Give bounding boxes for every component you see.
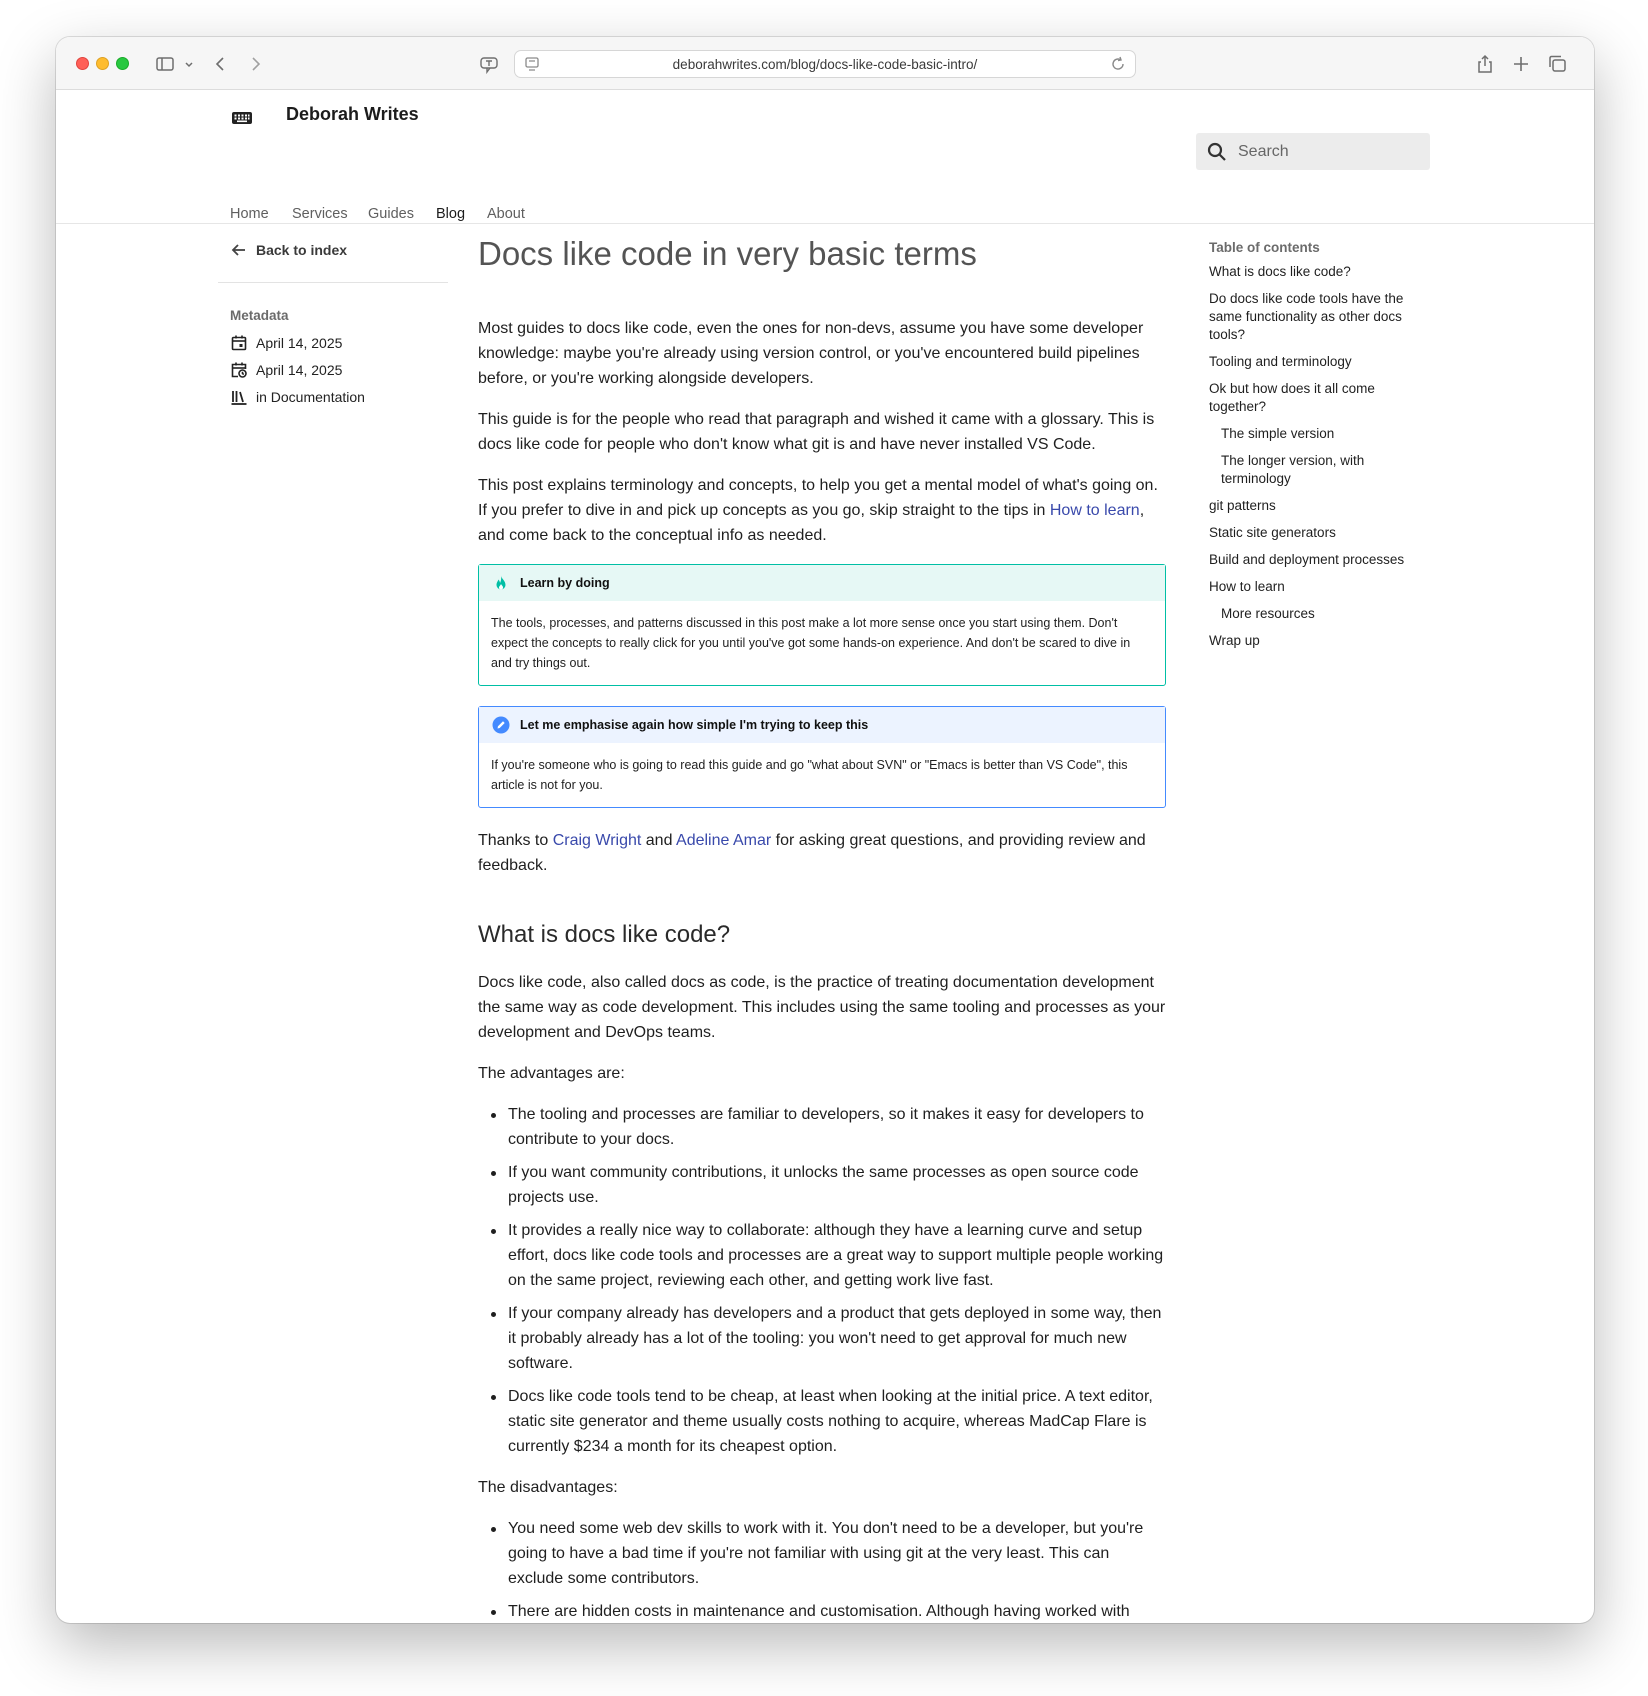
toc-item[interactable]: How to learn bbox=[1209, 579, 1285, 594]
toc-item[interactable]: Static site generators bbox=[1209, 525, 1336, 540]
toc-item[interactable]: Wrap up bbox=[1209, 633, 1260, 648]
toc-subitem[interactable]: The simple version bbox=[1221, 426, 1335, 441]
back-arrow-icon[interactable] bbox=[210, 53, 232, 75]
how-to-learn-link[interactable]: How to learn bbox=[1049, 502, 1140, 519]
flame-icon bbox=[492, 574, 510, 592]
disadvantages-label: The disadvantages: bbox=[478, 1479, 618, 1496]
disadvantages-list bbox=[478, 1516, 1166, 1623]
adeline-amar-link[interactable]: Adeline Amar bbox=[676, 832, 772, 849]
list-item: There are hidden costs in maintenance and customisation. Although having worked with bbox=[478, 1599, 1166, 1623]
forward-arrow-icon[interactable] bbox=[244, 53, 266, 75]
url-text[interactable]: deborahwrites.com/blog/docs-like-code-basic-intro/ bbox=[672, 57, 978, 72]
craig-wright-link[interactable]: Craig Wright bbox=[552, 832, 642, 849]
list-item: You need some web dev skills to work with it. You don't need to be a developer, but you're going to have a bad time if you're not familiar with using git at the very least. This can exclude some contributors. bbox=[478, 1516, 1166, 1591]
list-item: It provides a really nice way to collaborate: although they have a learning curve and setup effort, docs like code tools and processes are a great way to support multiple people working on the same project, reviewing each other, and getting work live fast. bbox=[478, 1218, 1166, 1293]
toc-item[interactable]: Tooling and terminology bbox=[1209, 354, 1352, 369]
translate-icon[interactable] bbox=[478, 53, 500, 75]
callout-header[interactable] bbox=[479, 707, 1165, 743]
metadata-heading: Metadata bbox=[230, 308, 289, 323]
back-to-index-label: Back to index bbox=[256, 242, 348, 258]
browser-window bbox=[56, 37, 1594, 1623]
intro-paragraph-3 bbox=[478, 473, 1166, 548]
sidebar-toggle-icon[interactable] bbox=[154, 53, 176, 75]
p3-text-before: This post explains terminology and concepts, to help you get a mental model of what's going on. If you prefer to dive in and pick up concepts as you go, skip straight to the tips in bbox=[478, 477, 1158, 519]
thanks-text-mid: and bbox=[641, 832, 677, 849]
p3-text-after: , and come back to the conceptual info as needed. bbox=[478, 502, 1145, 544]
address-bar[interactable] bbox=[514, 50, 1136, 78]
library-icon bbox=[230, 388, 248, 406]
keep-it-simple-callout bbox=[478, 706, 1166, 808]
calendar-clock-icon bbox=[230, 361, 248, 379]
nav-about[interactable]: About bbox=[487, 206, 525, 222]
toc-item[interactable]: Ok but how does it all come together? bbox=[1209, 381, 1375, 414]
callout-title: Learn by doing bbox=[520, 576, 610, 590]
search-icon bbox=[1206, 141, 1228, 163]
pencil-circle-icon bbox=[492, 716, 510, 734]
zoom-window-button[interactable] bbox=[116, 57, 129, 70]
advantages-list bbox=[478, 1102, 1166, 1459]
browser-toolbar bbox=[56, 37, 1594, 90]
advantages-label: The advantages are: bbox=[478, 1065, 625, 1082]
toc-item[interactable]: What is docs like code? bbox=[1209, 264, 1351, 279]
site-header bbox=[56, 90, 1594, 224]
callout-body: If you're someone who is going to read this guide and go "what about SVN" or "Emacs is better than VS Code", this article is not for you. bbox=[491, 758, 1128, 792]
table-of-contents bbox=[1209, 240, 1429, 659]
tab-overview-icon[interactable] bbox=[1546, 53, 1568, 75]
site-title[interactable]: Deborah Writes bbox=[286, 104, 419, 124]
search-box[interactable] bbox=[1196, 133, 1430, 170]
list-item: The tooling and processes are familiar to developers, so it makes it easy for developers to contribute to your docs. bbox=[478, 1102, 1166, 1152]
minimize-window-button[interactable] bbox=[96, 57, 109, 70]
toc-item[interactable]: Build and deployment processes bbox=[1209, 552, 1405, 567]
definition-paragraph: Docs like code, also called docs as code, is the practice of treating documentation development the same way as code development. This includes using the same tooling and processes as your development and DevOps teams. bbox=[478, 974, 1166, 1041]
intro-paragraph-2: This guide is for the people who read that paragraph and wished it came with a glossary. This is docs like code for people who don't know what git is and have never installed VS Code. bbox=[478, 411, 1155, 453]
list-item: If you want community contributions, it unlocks the same processes as open source code projects use. bbox=[478, 1160, 1166, 1210]
sidebar-divider bbox=[218, 282, 448, 283]
created-date-text: April 14, 2025 bbox=[256, 335, 343, 351]
share-icon[interactable] bbox=[1474, 53, 1496, 75]
article bbox=[478, 232, 1166, 1623]
chevron-down-icon[interactable] bbox=[178, 53, 192, 75]
nav-services[interactable]: Services bbox=[292, 206, 348, 222]
thanks-text-before: Thanks to bbox=[478, 832, 553, 849]
toc-subitem[interactable]: More resources bbox=[1221, 606, 1315, 621]
toc-subitem[interactable]: The longer version, with terminology bbox=[1221, 453, 1365, 486]
toc-item[interactable]: Do docs like code tools have the same functionality as other docs tools? bbox=[1209, 291, 1404, 342]
section-heading-what-is: What is docs like code? bbox=[478, 921, 731, 948]
toc-item[interactable]: git patterns bbox=[1209, 498, 1276, 513]
toc-heading: Table of contents bbox=[1209, 240, 1320, 255]
calendar-icon bbox=[230, 334, 248, 352]
arrow-left-icon bbox=[230, 241, 248, 259]
learn-by-doing-callout bbox=[478, 564, 1166, 686]
nav-blog[interactable]: Blog bbox=[436, 206, 466, 222]
callout-body: The tools, processes, and patterns discussed in this post make a lot more sense once you start using them. Don't expect the concepts to really click for you until you've got some hands-on experience. And don't be scared to dive in and try things out. bbox=[491, 616, 1131, 670]
nav-home[interactable]: Home bbox=[230, 206, 269, 222]
intro-paragraph-1: Most guides to docs like code, even the ones for non-devs, assume you have some developer knowledge: maybe you're already using version control, or you've encountered build pipelines before, or you're working alongside developers. bbox=[478, 320, 1144, 387]
callout-title: Let me emphasise again how simple I'm trying to keep this bbox=[520, 718, 869, 732]
list-item: Docs like code tools tend to be cheap, at least when looking at the initial price. A text editor, static site generator and theme usually costs nothing to acquire, whereas MadCap Flare is currently $234 a month for its cheapest option. bbox=[478, 1384, 1166, 1459]
search-input[interactable] bbox=[1238, 139, 1418, 165]
list-item: If your company already has developers and a product that gets deployed in some way, then it probably already has a lot of the tooling: you won't need to get approval for much new software. bbox=[478, 1301, 1166, 1376]
thanks-paragraph bbox=[478, 828, 1166, 878]
thanks-text-after: for asking great questions, and providing review and feedback. bbox=[478, 832, 1146, 874]
nav-guides[interactable]: Guides bbox=[368, 206, 414, 222]
new-tab-icon[interactable] bbox=[1510, 53, 1532, 75]
category-text[interactable]: in Documentation bbox=[256, 389, 365, 405]
close-window-button[interactable] bbox=[76, 57, 89, 70]
callout-header[interactable] bbox=[479, 565, 1165, 601]
reload-icon[interactable] bbox=[1109, 55, 1127, 73]
keyboard-icon[interactable] bbox=[230, 106, 254, 130]
article-title: Docs like code in very basic terms bbox=[478, 235, 977, 272]
updated-date-text: April 14, 2025 bbox=[256, 362, 343, 378]
